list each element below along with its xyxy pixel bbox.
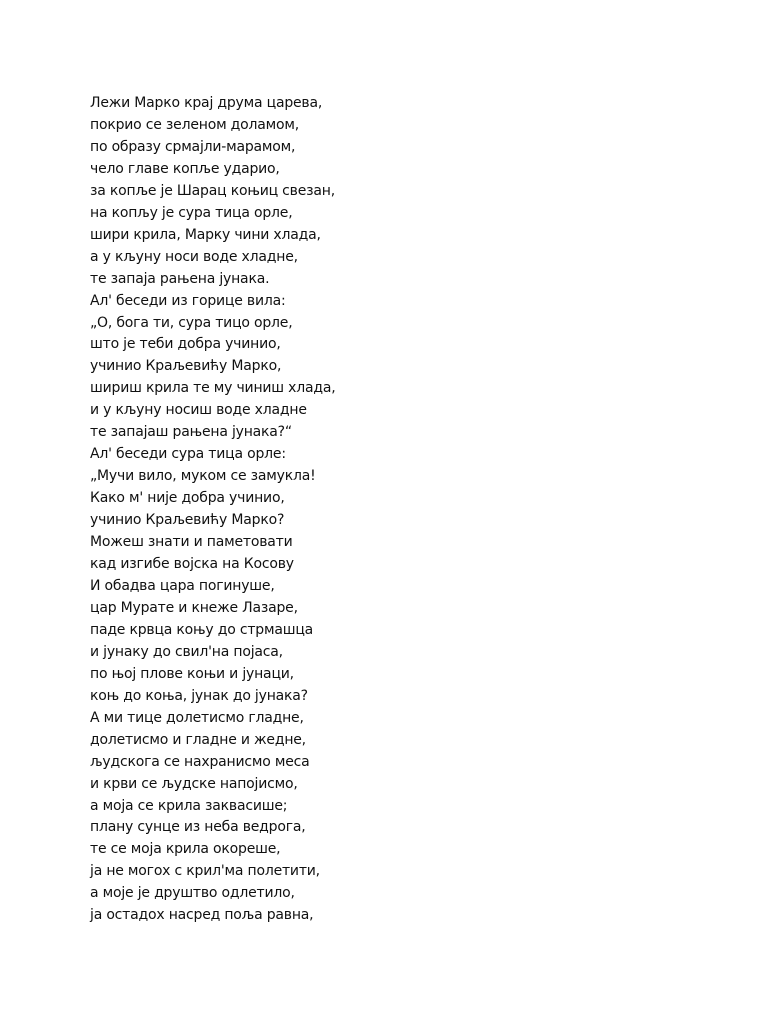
poem-line: Лежи Марко крај друма царева,	[90, 95, 323, 111]
poem-line: и у кљуну носиш воде хладне	[90, 402, 307, 419]
poem-line: И обадва цара погинуше,	[90, 577, 275, 594]
poem-line: учинио Краљевићу Марко?	[90, 512, 285, 529]
poem-text	[90, 93, 336, 927]
poem-line: те запаја рањена јунака.	[90, 270, 270, 287]
poem-line: Ал' беседи сура тица орле:	[90, 446, 286, 463]
poem-line: Како м' није добра учинио,	[90, 490, 285, 507]
poem-line: паде крвца коњу до стрмашца	[90, 621, 314, 638]
poem-line: по њој плове коњи и јунаци,	[90, 665, 294, 682]
poem-line: покрио се зеленом доламом,	[90, 116, 299, 133]
poem-line: људскога се нахранисмо меса	[90, 753, 310, 770]
poem-line: по образу срмајли-марамом,	[90, 138, 296, 155]
poem-line: Можеш знати и паметовати	[90, 534, 293, 551]
poem-line: а моје је друштво одлетило,	[90, 885, 295, 902]
poem-line: шири крила, Марку чини хлада,	[90, 226, 321, 243]
poem-line: кад изгибе војска на Косову	[90, 556, 294, 573]
poem-line: и јунаку до свил'на појаса,	[90, 643, 283, 660]
poem-line: „Мучи вило, муком се замукла!	[90, 468, 316, 485]
poem-line: а у кљуну носи воде хладне,	[90, 248, 298, 265]
poem-line: за копље је Шарац коњиц свезан,	[90, 182, 335, 199]
poem-line: ја остадох насред поља равна,	[90, 907, 314, 924]
poem-line: што је теби добра учинио,	[90, 336, 281, 353]
poem-line: а моја се крила заквасише;	[90, 797, 288, 814]
poem-line: „О, бога ти, сура тицо орле,	[90, 314, 293, 331]
poem-line: учинио Краљевићу Марко,	[90, 358, 282, 375]
poem-line: те се моја крила окореше,	[90, 841, 281, 858]
poem-line: те запајаш рањена јунака?“	[90, 424, 292, 441]
poem-line: А ми тице долетисмо гладне,	[90, 709, 304, 726]
poem-line: коњ до коња, јунак до јунака?	[90, 687, 308, 704]
poem-line: цар Мурате и кнеже Лазаре,	[90, 599, 298, 616]
poem-line: Ал' беседи из горице вила:	[90, 292, 286, 309]
poem-line: чело главе копље ударио,	[90, 160, 280, 177]
poem-line: на копљу је сура тица орле,	[90, 204, 293, 221]
poem-line: ја не могох с крил'ма полетити,	[90, 863, 320, 880]
poem-line: шириш крила те му чиниш хлада,	[90, 380, 336, 397]
poem-line: плану сунце из неба ведрога,	[90, 819, 306, 836]
poem-line: долетисмо и гладне и жедне,	[90, 731, 306, 748]
poem-line: и крви се људске напојисмо,	[90, 775, 298, 792]
